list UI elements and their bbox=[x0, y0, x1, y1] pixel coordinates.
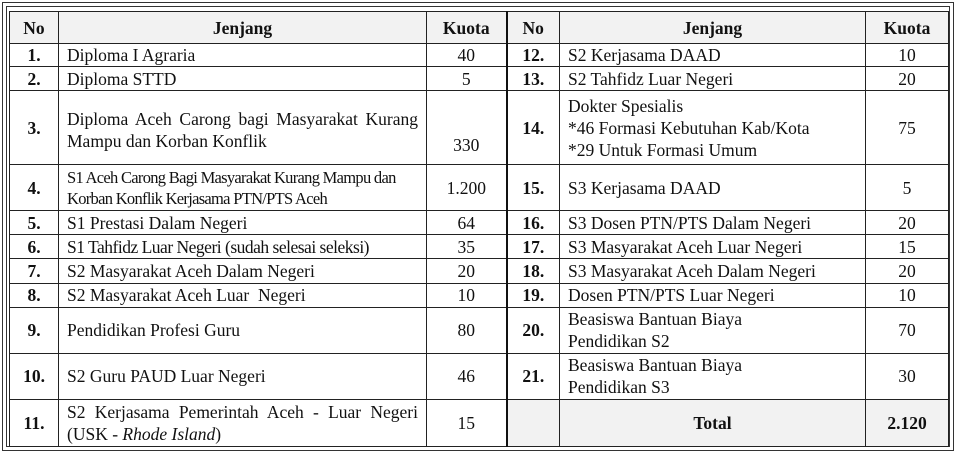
row-jenjang: S3 Masyarakat Aceh Luar Negeri bbox=[560, 235, 866, 259]
table-row bbox=[10, 165, 949, 211]
table-row bbox=[10, 353, 949, 399]
row-jenjang-line3: *29 Untuk Formasi Umum bbox=[568, 139, 758, 160]
row-no: 12. bbox=[507, 44, 560, 67]
row-jenjang: S1 Tahfidz Luar Negeri (sudah selesai seleksi) bbox=[59, 235, 427, 259]
row-no: 2. bbox=[10, 67, 59, 91]
row-jenjang-multiline bbox=[560, 91, 866, 165]
row-kuota: 10 bbox=[427, 283, 507, 307]
table-row bbox=[10, 259, 949, 283]
header-jenjang-right: Jenjang bbox=[560, 12, 866, 44]
row-jenjang-line2: Pendidikan S3 bbox=[568, 377, 670, 398]
header-no-right: No bbox=[507, 12, 560, 44]
row-jenjang: Pendidikan Profesi Guru bbox=[59, 307, 427, 353]
row-no: 17. bbox=[507, 235, 560, 259]
row-kuota: 5 bbox=[427, 67, 507, 91]
header-no-left: No bbox=[10, 12, 59, 44]
row-kuota: 5 bbox=[866, 165, 949, 211]
row-no: 3. bbox=[10, 91, 59, 165]
row-jenjang-suffix: ) bbox=[215, 423, 222, 444]
row-no: 8. bbox=[10, 283, 59, 307]
row-no: 14. bbox=[507, 91, 560, 165]
row-no: 18. bbox=[507, 259, 560, 283]
row-no: 16. bbox=[507, 211, 560, 235]
table-row bbox=[10, 399, 949, 446]
row-no: 21. bbox=[507, 353, 560, 399]
row-jenjang-line1: Dokter Spesialis bbox=[568, 95, 684, 116]
row-kuota: 10 bbox=[866, 283, 949, 307]
row-kuota: 10 bbox=[866, 44, 949, 67]
row-kuota: 20 bbox=[866, 259, 949, 283]
row-jenjang-line1: Beasiswa Bantuan Biaya bbox=[568, 355, 742, 376]
row-kuota: 20 bbox=[427, 259, 507, 283]
row-jenjang: S2 Masyarakat Aceh Luar Negeri bbox=[59, 283, 427, 307]
row-kuota: 20 bbox=[866, 211, 949, 235]
row-jenjang-italic: Rhode Island bbox=[122, 423, 216, 444]
row-kuota: 15 bbox=[427, 399, 507, 446]
total-blank-cell bbox=[507, 399, 560, 446]
table-row bbox=[10, 44, 949, 67]
row-jenjang-line1: Beasiswa Bantuan Biaya bbox=[568, 309, 742, 330]
table-row bbox=[10, 235, 949, 259]
row-jenjang-multiline bbox=[560, 353, 866, 399]
row-jenjang: S3 Dosen PTN/PTS Dalam Negeri bbox=[560, 211, 866, 235]
quota-table bbox=[9, 11, 949, 447]
row-jenjang: S2 Masyarakat Aceh Dalam Negeri bbox=[59, 259, 427, 283]
row-kuota: 1.200 bbox=[427, 165, 507, 211]
row-jenjang-line2: Pendidikan S2 bbox=[568, 331, 670, 352]
table-row bbox=[10, 307, 949, 353]
row-no: 9. bbox=[10, 307, 59, 353]
row-jenjang-with-italic bbox=[59, 399, 427, 446]
header-kuota-right: Kuota bbox=[866, 12, 949, 44]
table-row bbox=[10, 91, 949, 165]
header-kuota-left: Kuota bbox=[427, 12, 507, 44]
row-no: 1. bbox=[10, 44, 59, 67]
row-jenjang: S2 Kerjasama DAAD bbox=[560, 44, 866, 67]
row-kuota: 75 bbox=[866, 91, 949, 165]
row-no: 6. bbox=[10, 235, 59, 259]
row-kuota: 70 bbox=[866, 307, 949, 353]
table-row bbox=[10, 211, 949, 235]
table-row bbox=[10, 283, 949, 307]
row-no: 11. bbox=[10, 399, 59, 446]
row-no: 20. bbox=[507, 307, 560, 353]
row-kuota: 20 bbox=[866, 67, 949, 91]
row-jenjang: Diploma Aceh Carong bagi Masyarakat Kurang Mampu dan Korban Konflik bbox=[59, 91, 427, 165]
row-no: 19. bbox=[507, 283, 560, 307]
row-no: 4. bbox=[10, 165, 59, 211]
row-jenjang: Diploma STTD bbox=[59, 67, 427, 91]
row-jenjang: S1 Aceh Carong Bagi Masyarakat Kurang Mampu dan Korban Konflik Kerjasama PTN/PTS Aceh bbox=[59, 165, 427, 211]
row-kuota: 35 bbox=[427, 235, 507, 259]
header-row bbox=[10, 12, 949, 44]
row-kuota: 330 bbox=[427, 91, 507, 165]
row-no: 15. bbox=[507, 165, 560, 211]
row-jenjang: S1 Prestasi Dalam Negeri bbox=[59, 211, 427, 235]
row-kuota: 46 bbox=[427, 353, 507, 399]
row-kuota: 64 bbox=[427, 211, 507, 235]
row-jenjang-multiline bbox=[560, 307, 866, 353]
row-jenjang: Dosen PTN/PTS Luar Negeri bbox=[560, 283, 866, 307]
header-jenjang-left: Jenjang bbox=[59, 12, 427, 44]
total-value: 2.120 bbox=[866, 399, 949, 446]
row-jenjang: S3 Kerjasama DAAD bbox=[560, 165, 866, 211]
row-jenjang-line2: *46 Formasi Kebutuhan Kab/Kota bbox=[568, 117, 810, 138]
row-jenjang-text: S2 Kerjasama Pemerintah Aceh - Luar Negeri (USK - bbox=[67, 401, 418, 444]
row-no: 10. bbox=[10, 353, 59, 399]
row-kuota: 30 bbox=[866, 353, 949, 399]
row-jenjang: S2 Guru PAUD Luar Negeri bbox=[59, 353, 427, 399]
total-label: Total bbox=[560, 399, 866, 446]
table-row bbox=[10, 67, 949, 91]
row-kuota: 40 bbox=[427, 44, 507, 67]
row-no: 7. bbox=[10, 259, 59, 283]
row-no: 5. bbox=[10, 211, 59, 235]
row-no: 13. bbox=[507, 67, 560, 91]
row-kuota: 15 bbox=[866, 235, 949, 259]
row-kuota: 80 bbox=[427, 307, 507, 353]
row-jenjang: S3 Masyarakat Aceh Dalam Negeri bbox=[560, 259, 866, 283]
row-jenjang: Diploma I Agraria bbox=[59, 44, 427, 67]
row-jenjang: S2 Tahfidz Luar Negeri bbox=[560, 67, 866, 91]
